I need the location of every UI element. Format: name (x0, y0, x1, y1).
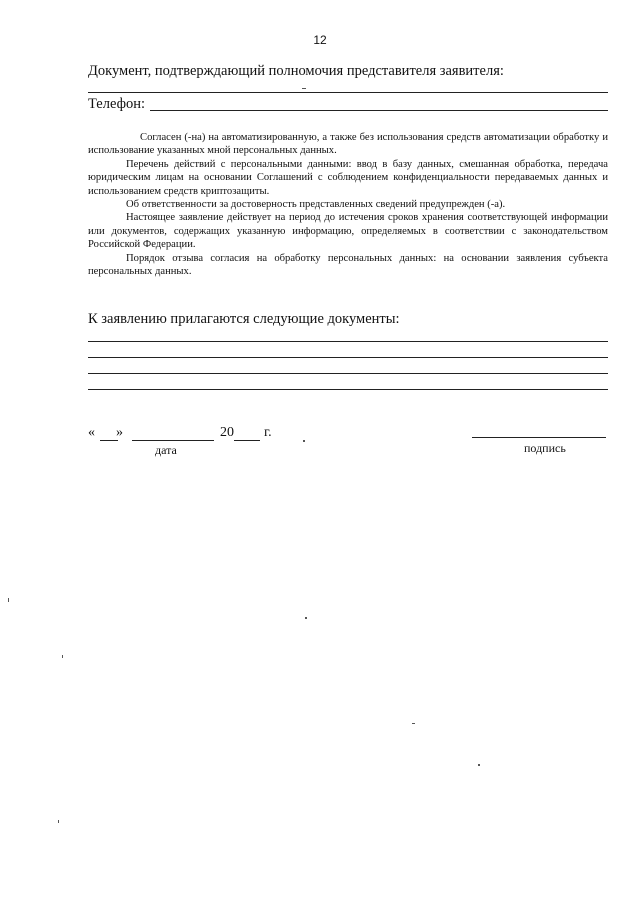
date-year-line[interactable] (234, 440, 260, 441)
attachments-label: К заявлению прилагаются следующие документы: (88, 311, 400, 327)
attachment-line[interactable] (88, 357, 608, 358)
scan-speck (58, 820, 59, 823)
consent-paragraph: Настоящее заявление действует на период до истечения сроков хранения соответствующей информации или документов, содержащих указанную информацию, определяемых в соответствии с законодательством Российской Федерации. (88, 212, 608, 251)
signature-line[interactable] (472, 437, 606, 438)
scan-speck (478, 764, 480, 766)
phone-label: Телефон: (88, 96, 146, 112)
date-day-line[interactable] (100, 440, 118, 441)
scan-speck (303, 440, 305, 442)
date-year-prefix: 20 (220, 425, 234, 440)
attachment-line[interactable] (88, 341, 608, 342)
date-open-quote: « (88, 425, 95, 440)
scan-speck (8, 598, 9, 602)
attachment-line[interactable] (88, 389, 608, 390)
scan-speck (62, 655, 63, 658)
scan-speck (412, 723, 415, 724)
page-number: 12 (313, 33, 327, 47)
phone-row (88, 96, 608, 116)
phone-field-line[interactable] (150, 110, 608, 111)
date-year-suffix: г. (264, 425, 272, 440)
signature-caption: подпись (524, 441, 566, 455)
consent-text (88, 131, 608, 278)
date-close-quote: » (116, 425, 123, 440)
consent-paragraph: Порядок отзыва согласия на обработку персональных данных: на основании заявления субъекта персональных данных. (88, 252, 608, 278)
consent-paragraph: Согласен (-на) на автоматизированную, а также без использования средств автоматизации обработку и использование указанных мной персональных данных. (88, 132, 608, 157)
representative-doc-label: Документ, подтверждающий полномочия представителя заявителя: (88, 63, 504, 79)
scan-speck (302, 88, 306, 89)
scan-speck (305, 617, 307, 619)
date-caption: дата (155, 443, 177, 457)
attachment-line[interactable] (88, 373, 608, 374)
date-month-line[interactable] (132, 440, 214, 441)
consent-paragraph: Перечень действий с персональными данными: ввод в базу данных, смешанная обработка, передача юридическим лицам на основании Соглашений с соблюдением конфиденциальности передаваемых данных и использованием средств криптозащиты. (88, 158, 608, 197)
representative-doc-field-line[interactable] (88, 92, 608, 93)
date-field (88, 425, 288, 447)
consent-paragraph: Об ответственности за достоверность представленных сведений предупрежден (-а). (126, 199, 506, 211)
